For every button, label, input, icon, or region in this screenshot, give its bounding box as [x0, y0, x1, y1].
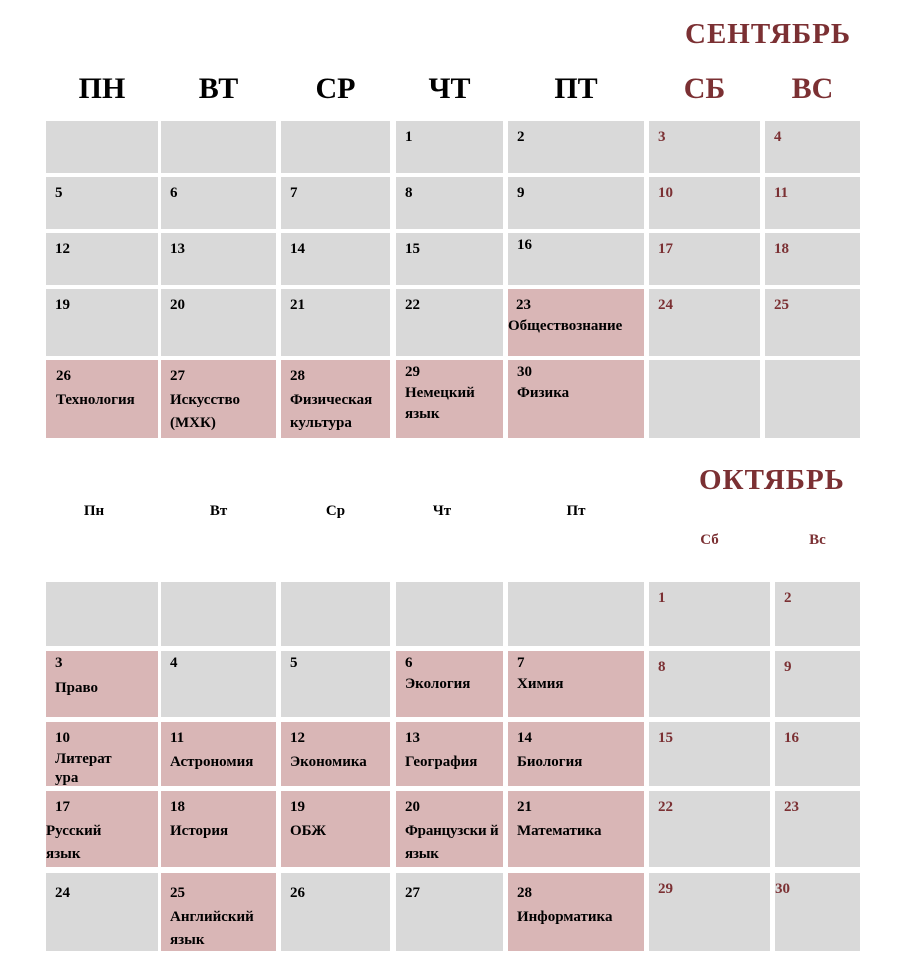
sep-day-27[interactable]: [161, 360, 276, 438]
sep-weekday-wed: СР: [315, 72, 356, 105]
sep-day-11[interactable]: [765, 177, 860, 229]
subject-label: Обществознание: [508, 318, 623, 334]
day-number: 19: [290, 799, 305, 815]
oct-day-20[interactable]: [396, 791, 503, 867]
sep-day-12[interactable]: [46, 233, 158, 285]
sep-day-26[interactable]: [46, 360, 158, 438]
oct-day-10[interactable]: [46, 722, 158, 786]
oct-day-21[interactable]: [508, 791, 644, 867]
day-number: 23: [516, 297, 531, 313]
subject-label: История: [170, 823, 229, 839]
oct-weekday-mon: Пн: [83, 503, 105, 519]
day-number: 20: [405, 799, 420, 815]
day-number: 21: [517, 799, 532, 815]
sep-day-30[interactable]: [508, 360, 644, 438]
sep-day-13[interactable]: [161, 233, 276, 285]
oct-day-2[interactable]: [775, 582, 860, 646]
subject-label: Математика: [517, 823, 602, 839]
sep-day-1[interactable]: [396, 121, 503, 173]
sep-day-8[interactable]: [396, 177, 503, 229]
day-number: 30: [775, 881, 790, 897]
day-number: 2: [517, 129, 525, 145]
day-number: 7: [517, 655, 525, 671]
sep-weekday-thu: ЧТ: [428, 72, 471, 105]
day-number: 11: [170, 730, 185, 746]
oct-day-29[interactable]: [649, 873, 770, 951]
sep-empty-cell: [649, 360, 760, 438]
oct-weekday-sun: Вс: [809, 532, 826, 548]
sep-day-29[interactable]: [396, 360, 503, 438]
day-number: 17: [55, 799, 70, 815]
sep-day-5[interactable]: [46, 177, 158, 229]
day-number: 10: [658, 185, 673, 201]
oct-day-13[interactable]: [396, 722, 503, 786]
day-number: 20: [170, 297, 185, 313]
subject-label: Астрономия: [170, 754, 254, 770]
day-number: 5: [55, 185, 63, 201]
oct-weekday-fri: Пт: [566, 503, 586, 519]
oct-day-11[interactable]: [161, 722, 276, 786]
oct-day-19[interactable]: [281, 791, 390, 867]
oct-day-22[interactable]: [649, 791, 770, 867]
day-number: 26: [290, 885, 305, 901]
day-number: 24: [55, 885, 70, 901]
day-number: 16: [784, 730, 799, 746]
oct-day-30[interactable]: [775, 873, 860, 951]
day-number: 6: [405, 655, 413, 671]
oct-empty-cell: [396, 582, 503, 646]
sep-day-19[interactable]: [46, 289, 158, 356]
subject-label: ОБЖ: [290, 823, 327, 839]
day-number: 15: [405, 241, 420, 257]
sep-day-10[interactable]: [649, 177, 760, 229]
subject-label: География: [405, 754, 478, 770]
day-number: 29: [658, 881, 673, 897]
day-number: 25: [774, 297, 789, 313]
oct-weekday-sat: Сб: [700, 532, 719, 548]
sep-day-9[interactable]: [508, 177, 644, 229]
oct-day-15[interactable]: [649, 722, 770, 786]
subject-label: Экономика: [290, 754, 367, 770]
oct-day-12[interactable]: [281, 722, 390, 786]
sep-empty-cell: [281, 121, 390, 173]
oct-weekday-thu: Чт: [432, 503, 452, 519]
sep-day-25[interactable]: [765, 289, 860, 356]
sep-day-2[interactable]: [508, 121, 644, 173]
sep-day-4[interactable]: [765, 121, 860, 173]
day-number: 9: [784, 659, 792, 675]
oct-empty-cell: [46, 582, 158, 646]
day-number: 10: [55, 730, 70, 746]
day-number: 5: [290, 655, 298, 671]
day-number: 8: [405, 185, 413, 201]
oct-empty-cell: [281, 582, 390, 646]
oct-day-5[interactable]: [281, 651, 390, 717]
day-number: 9: [517, 185, 525, 201]
day-number: 13: [405, 730, 420, 746]
sep-weekday-tue: ВТ: [198, 72, 239, 105]
subject-label: Физическая культура: [290, 392, 373, 431]
sep-empty-cell: [161, 121, 276, 173]
subject-label: Технология: [56, 392, 135, 408]
oct-day-28[interactable]: [508, 873, 644, 951]
oct-day-25[interactable]: [161, 873, 276, 951]
sep-day-24[interactable]: [649, 289, 760, 356]
oct-day-17[interactable]: [46, 791, 158, 867]
oct-weekday-wed: Ср: [325, 503, 346, 519]
day-number: 12: [290, 730, 305, 746]
day-number: 14: [517, 730, 532, 746]
day-number: 6: [170, 185, 178, 201]
sep-weekday-sun: ВС: [791, 72, 834, 105]
sep-day-3[interactable]: [649, 121, 760, 173]
subject-label: Французски й язык: [405, 823, 499, 862]
day-number: 14: [290, 241, 305, 257]
sep-day-18[interactable]: [765, 233, 860, 285]
oct-day-9[interactable]: [775, 651, 860, 717]
day-number: 27: [170, 368, 185, 384]
day-number: 18: [170, 799, 185, 815]
sep-day-6[interactable]: [161, 177, 276, 229]
oct-day-8[interactable]: [649, 651, 770, 717]
day-number: 12: [55, 241, 70, 257]
september-title: СЕНТЯБРЬ: [685, 18, 852, 50]
subject-label: Искусство (МХК): [170, 392, 240, 431]
day-number: 3: [55, 655, 63, 671]
day-number: 18: [774, 241, 789, 257]
subject-label: Физика: [517, 385, 570, 401]
subject-label: Право: [55, 680, 99, 696]
oct-day-6[interactable]: [396, 651, 503, 717]
oct-day-18[interactable]: [161, 791, 276, 867]
sep-day-16[interactable]: [508, 233, 644, 285]
day-number: 7: [290, 185, 298, 201]
oct-day-24[interactable]: [46, 873, 158, 951]
sep-day-15[interactable]: [396, 233, 503, 285]
day-number: 1: [405, 129, 413, 145]
oct-day-27[interactable]: [396, 873, 503, 951]
day-number: 24: [658, 297, 673, 313]
sep-empty-cell: [46, 121, 158, 173]
sep-day-17[interactable]: [649, 233, 760, 285]
day-number: 29: [405, 364, 420, 380]
sep-day-23[interactable]: [508, 289, 644, 356]
sep-weekday-mon: ПН: [78, 72, 126, 105]
day-number: 21: [290, 297, 305, 313]
subject-label: Химия: [517, 676, 564, 692]
sep-day-20[interactable]: [161, 289, 276, 356]
day-number: 3: [658, 129, 666, 145]
subject-label: Английский язык: [170, 909, 254, 948]
day-number: 1: [658, 590, 666, 606]
day-number: 11: [774, 185, 789, 201]
oct-day-4[interactable]: [161, 651, 276, 717]
day-number: 26: [56, 368, 71, 384]
day-number: 25: [170, 885, 185, 901]
oct-day-26[interactable]: [281, 873, 390, 951]
day-number: 27: [405, 885, 420, 901]
day-number: 2: [784, 590, 792, 606]
sep-day-14[interactable]: [281, 233, 390, 285]
day-number: 19: [55, 297, 70, 313]
oct-day-23[interactable]: [775, 791, 860, 867]
day-number: 4: [774, 129, 782, 145]
sep-empty-cell: [765, 360, 860, 438]
sep-weekday-fri: ПТ: [554, 72, 598, 105]
oct-day-14[interactable]: [508, 722, 644, 786]
day-number: 28: [290, 368, 305, 384]
sep-day-22[interactable]: [396, 289, 503, 356]
day-number: 13: [170, 241, 185, 257]
day-number: 22: [658, 799, 673, 815]
subject-label: Русский язык: [46, 823, 102, 862]
day-number: 15: [658, 730, 673, 746]
october-title: ОКТЯБРЬ: [699, 464, 845, 496]
sep-day-21[interactable]: [281, 289, 390, 356]
sep-day-28[interactable]: [281, 360, 390, 438]
oct-empty-cell: [161, 582, 276, 646]
day-number: 4: [170, 655, 178, 671]
day-number: 16: [517, 237, 532, 253]
day-number: 23: [784, 799, 799, 815]
oct-day-16[interactable]: [775, 722, 860, 786]
subject-label: Информатика: [517, 909, 613, 925]
day-number: 28: [517, 885, 532, 901]
oct-day-3[interactable]: [46, 651, 158, 717]
day-number: 30: [517, 364, 532, 380]
day-number: 22: [405, 297, 420, 313]
day-number: 8: [658, 659, 666, 675]
oct-day-7[interactable]: [508, 651, 644, 717]
oct-empty-cell: [508, 582, 644, 646]
oct-day-1[interactable]: [649, 582, 770, 646]
sep-weekday-sat: СБ: [683, 72, 726, 105]
sep-day-7[interactable]: [281, 177, 390, 229]
day-number: 17: [658, 241, 673, 257]
subject-label: Биология: [517, 754, 583, 770]
subject-label: Литерат ура: [55, 751, 112, 786]
subject-label: Немецкий язык: [405, 385, 475, 422]
oct-weekday-tue: Вт: [209, 503, 228, 519]
subject-label: Экология: [405, 676, 471, 692]
